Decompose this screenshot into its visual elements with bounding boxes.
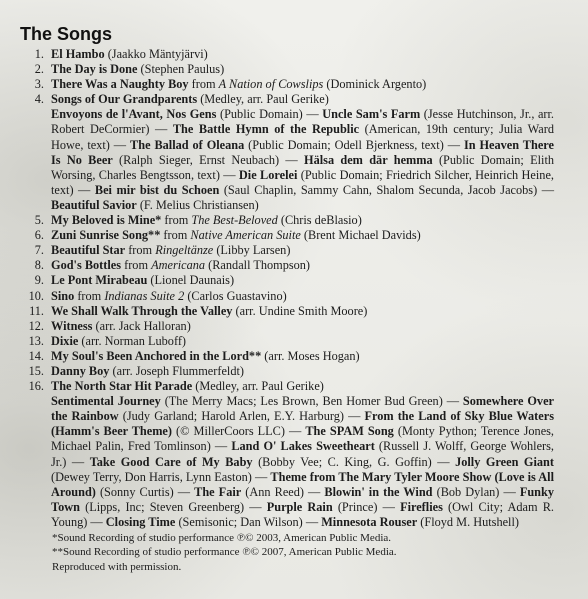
medley-song-credit: (Monty Python; Terence Jones, Michael Palin, Fred Tomlinson) — bbox=[51, 424, 555, 454]
medley-song-title: Uncle Sam's Farm bbox=[322, 107, 421, 122]
song-credit: (arr. Jack Halloran) bbox=[92, 318, 191, 333]
song-credit: (Libby Larsen) bbox=[213, 243, 291, 258]
source-work: Americana bbox=[151, 258, 206, 273]
medley-song-credit: (Ann Reed) — bbox=[241, 484, 325, 499]
track-number: 2. bbox=[34, 62, 44, 77]
song-list bbox=[20, 47, 554, 530]
song-credit: (Dominick Argento) bbox=[323, 77, 427, 92]
song-credit: (arr. Moses Hogan) bbox=[261, 348, 360, 363]
source-work: Indianas Suite 2 bbox=[104, 288, 185, 303]
song-item bbox=[20, 47, 554, 62]
footnote: *Sound Recording of studio performance ℗© 2003, American Public Media. bbox=[52, 532, 392, 544]
track-number: 15. bbox=[28, 363, 44, 378]
song-title: We Shall Walk Through the Valley bbox=[51, 303, 233, 318]
from-text: from bbox=[121, 258, 152, 273]
medley-song-title: The Battle Hymn of the Republic bbox=[172, 122, 360, 137]
song-item bbox=[20, 243, 554, 258]
medley-song-credit: (Prince) — bbox=[332, 499, 401, 514]
track-number: 9. bbox=[34, 273, 44, 288]
track-number: 3. bbox=[34, 77, 44, 92]
song-item bbox=[20, 92, 554, 107]
medley-song-title: Jolly Green Giant bbox=[455, 454, 554, 469]
from-text: from bbox=[161, 213, 192, 228]
medley-song-title: Die Lorelei bbox=[238, 167, 298, 182]
song-item bbox=[20, 258, 554, 273]
song-credit: (Jaakko Mäntyjärvi) bbox=[104, 47, 208, 61]
medley-song-title: Take Good Care of My Baby bbox=[89, 454, 253, 469]
song-credit: (Chris deBlasio) bbox=[277, 213, 362, 228]
section-title: The Songs bbox=[20, 24, 113, 44]
track-number: 8. bbox=[34, 258, 44, 273]
medley-contents bbox=[20, 394, 554, 530]
medley-song-title: Envoyons de l'Avant, Nos Gens bbox=[51, 107, 217, 122]
medley-song-credit: (Public Domain; Odell Bjerkness, text) — bbox=[244, 137, 464, 152]
medley-song-title: Blowin' in the Wind bbox=[324, 484, 433, 499]
song-item bbox=[20, 334, 554, 349]
medley-song-credit: (Russell J. Wolff, George Wohlers, Jr.) — bbox=[51, 439, 554, 469]
medley-contents bbox=[20, 107, 554, 213]
medley-song-title: Somewhere Over the Rainbow bbox=[51, 394, 554, 424]
track-number: 7. bbox=[34, 243, 44, 258]
track-number: 6. bbox=[34, 228, 44, 243]
track-number: 14. bbox=[28, 348, 44, 363]
medley-song-credit: (Jesse Hutchinson, Jr., arr. Robert DeCormier) — bbox=[51, 107, 555, 137]
medley-song-credit: (Ralph Sieger, Ernst Neubach) — bbox=[112, 152, 305, 167]
song-credit: (Brent Michael Davids) bbox=[300, 228, 421, 243]
source-work: Ringeltänze bbox=[155, 243, 214, 258]
medley-song-title: The Ballad of Oleana bbox=[130, 137, 245, 152]
from-text: from bbox=[160, 228, 191, 243]
medley-song-title: Sentimental Journey bbox=[51, 394, 161, 409]
medley-song-credit: (Bobby Vee; C. King, G. Goffin) — bbox=[252, 454, 456, 469]
song-item bbox=[20, 228, 554, 243]
medley-song-credit: (Public Domain; Friedrich Silcher, Heinrich Heine, text) — bbox=[51, 167, 554, 197]
song-item bbox=[20, 304, 554, 319]
medley-song-credit: (© MillerCoors LLC) — bbox=[172, 424, 306, 439]
medley-song-credit: (Dewey Terry, Don Harris, Lynn Easton) — bbox=[51, 469, 271, 484]
medley-song-title: Hälsa dem där hemma bbox=[304, 152, 433, 167]
song-title: Songs of Our Grandparents bbox=[51, 92, 198, 107]
medley-song-title: Land O' Lakes Sweetheart bbox=[231, 439, 375, 454]
song-title: Beautiful Star bbox=[51, 243, 126, 258]
song-credit: (Carlos Guastavino) bbox=[184, 288, 287, 303]
medley-song-title: Purple Rain bbox=[266, 499, 333, 514]
song-credit: (Stephen Paulus) bbox=[137, 62, 225, 77]
song-item bbox=[20, 273, 554, 288]
song-credit: (Medley, arr. Paul Gerike) bbox=[197, 92, 329, 107]
medley-song-credit: (Public Domain) — bbox=[216, 107, 323, 122]
medley-song-credit: (Floyd M. Hutshell) bbox=[417, 514, 519, 529]
from-text: from bbox=[74, 288, 105, 303]
song-title: Danny Boy bbox=[51, 363, 110, 378]
song-title: My Soul's Been Anchored in the Lord** bbox=[51, 348, 262, 363]
song-title: Sino bbox=[51, 288, 75, 303]
song-item bbox=[20, 319, 554, 334]
medley-song-title: Closing Time bbox=[105, 514, 176, 529]
song-credit: (Lionel Daunais) bbox=[147, 273, 235, 288]
song-title: Zuni Sunrise Song** bbox=[51, 228, 161, 243]
medley-song-credit: (Owl City; Adam R. Young) — bbox=[51, 499, 554, 529]
medley-song-credit: (Lipps, Inc; Steven Greenberg) — bbox=[79, 499, 267, 514]
song-title: My Beloved is Mine* bbox=[51, 213, 162, 228]
song-item bbox=[20, 77, 554, 92]
song-title: There Was a Naughty Boy bbox=[51, 77, 189, 92]
song-item bbox=[20, 289, 554, 304]
song-credit: (arr. Norman Luboff) bbox=[78, 333, 187, 348]
medley-song-title: The SPAM Song bbox=[305, 424, 394, 439]
song-item bbox=[20, 364, 554, 379]
track-number: 1. bbox=[34, 47, 44, 61]
from-text: from bbox=[125, 243, 156, 258]
medley-song-title: Fireflies bbox=[400, 499, 443, 514]
footnotes bbox=[52, 531, 552, 574]
from-text: from bbox=[188, 77, 219, 92]
medley-song-credit: (American, 19th century; Julia Ward Howe, text) — bbox=[51, 122, 554, 152]
medley-song-credit: (The Merry Macs; Les Brown, Ben Homer Bud Green) — bbox=[160, 394, 463, 409]
track-number: 12. bbox=[28, 318, 44, 333]
song-title: Witness bbox=[51, 318, 93, 333]
track-number: 10. bbox=[28, 288, 44, 303]
medley-song-title: Funky Town bbox=[51, 484, 555, 514]
medley-song-credit: (Public Domain; Elith Worsing, Charles Bengtsson, text) — bbox=[51, 152, 555, 182]
song-title: God's Bottles bbox=[51, 258, 122, 273]
medley-song-credit: (F. Melius Christiansen) bbox=[136, 197, 259, 212]
song-credit: (Medley, arr. Paul Gerike) bbox=[192, 379, 324, 394]
song-title: El Hambo bbox=[51, 47, 105, 61]
medley-song-credit: (Sonny Curtis) — bbox=[95, 484, 195, 499]
medley-song-credit: (Semisonic; Dan Wilson) — bbox=[175, 514, 322, 529]
song-credit: (Randall Thompson) bbox=[205, 258, 311, 273]
song-title: The North Star Hit Parade bbox=[51, 379, 193, 394]
medley-song-title: Beautiful Savior bbox=[51, 197, 137, 212]
medley-song-credit: (Saul Chaplin, Sammy Cahn, Shalom Secunda, Jacob Jacobs) — bbox=[219, 182, 555, 197]
song-credit: (arr. Joseph Flummerfeldt) bbox=[109, 363, 244, 378]
song-item bbox=[20, 379, 554, 394]
source-work: Native American Suite bbox=[190, 228, 301, 243]
track-number: 5. bbox=[34, 213, 44, 228]
source-work: A Nation of Cowslips bbox=[218, 77, 324, 92]
medley-song-credit: (Judy Garland; Harold Arlen, E.Y. Harburg) — bbox=[118, 409, 365, 424]
medley-song-title: Bei mir bist du Schoen bbox=[94, 182, 220, 197]
footnote: **Sound Recording of studio performance ℗© 2007, American Public Media. bbox=[52, 546, 397, 559]
medley-song-title: The Fair bbox=[194, 484, 242, 499]
song-title: Dixie bbox=[51, 333, 79, 348]
medley-song-title: Theme from The Mary Tyler Moore Show (Love is All Around) bbox=[51, 469, 554, 499]
track-number: 4. bbox=[34, 92, 44, 107]
source-work: The Best-Beloved bbox=[191, 213, 278, 228]
medley-song-title: Minnesota Rouser bbox=[321, 514, 418, 529]
track-number: 13. bbox=[28, 333, 44, 348]
track-number: 11. bbox=[29, 303, 44, 318]
song-credit: (arr. Undine Smith Moore) bbox=[232, 303, 368, 318]
medley-song-credit: (Bob Dylan) — bbox=[432, 484, 520, 499]
song-item bbox=[20, 349, 554, 364]
track-number: 16. bbox=[28, 379, 44, 394]
song-title: Le Pont Mirabeau bbox=[51, 273, 148, 288]
song-item bbox=[20, 62, 554, 77]
medley-song-title: From the Land of Sky Blue Waters (Hamm's Beer Theme) bbox=[51, 409, 554, 439]
song-item bbox=[20, 213, 554, 228]
footnote: Reproduced with permission. bbox=[52, 560, 182, 573]
song-title: The Day is Done bbox=[51, 62, 138, 77]
medley-song-title: In Heaven There Is No Beer bbox=[51, 137, 554, 167]
